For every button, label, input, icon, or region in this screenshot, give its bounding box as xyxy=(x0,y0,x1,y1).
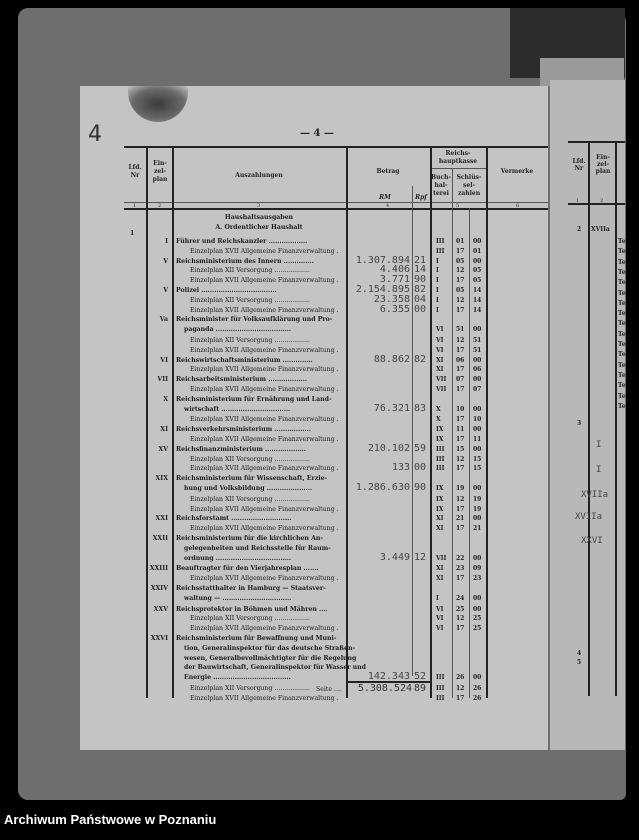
row-buchhalterei: IX xyxy=(436,426,444,434)
row-description: Einzelplan XII Versorgung .................. xyxy=(190,495,310,503)
header-reichshauptkasse: Reichs-hauptkasse xyxy=(438,150,478,165)
row-key-1: 26 xyxy=(456,674,465,682)
header-schluesselzahlen: Schlüs-sel-zahlen xyxy=(456,174,482,197)
row-buchhalterei: VII xyxy=(436,386,447,393)
row-key-1: 12 xyxy=(456,615,465,623)
row-description: wesen, Generalbevollmächtigter für die Regelung xyxy=(184,654,357,662)
row-description: Reichsministerium für Bewaffnung und Muni- xyxy=(176,635,337,642)
row-key-2: 06 xyxy=(473,366,482,374)
handwritten-page-mark: 4 xyxy=(88,122,102,147)
row-description: Reichsministerium für Ernährung und Land- xyxy=(176,395,332,403)
row-key-1: 07 xyxy=(456,376,465,384)
row-buchhalterei: XI xyxy=(436,515,444,523)
row-description: Einzelplan XVII Allgemeine Finanzverwaltung . xyxy=(190,386,339,393)
row-einzelplan: XXIV xyxy=(150,585,168,592)
row-key-2: 00 xyxy=(473,445,482,453)
row-einzelplan: V xyxy=(163,287,168,294)
next-page-plan: XVIIa xyxy=(581,490,609,500)
colnum-rule xyxy=(124,202,548,203)
row-key-2: 14 xyxy=(473,306,482,314)
header-betrag: Betrag xyxy=(376,168,400,175)
row-key-1: 21 xyxy=(456,515,465,523)
row-description: Einzelplan XVII Allgemeine Finanzverwaltung . xyxy=(190,366,339,374)
next-page-text-fragment: Te xyxy=(618,392,626,400)
row-amount-rm: 6.355 xyxy=(379,303,410,315)
row-key-2: 19 xyxy=(473,495,482,503)
row-buchhalterei: III xyxy=(436,694,445,702)
row-einzelplan: XXII xyxy=(152,535,168,542)
row-buchhalterei: I xyxy=(436,257,439,265)
row-einzelplan: V xyxy=(163,257,168,265)
row-description: Einzelplan XVII Allgemeine Finanzverwaltung . xyxy=(190,346,339,354)
row-description: Reichsministerium für Wissenschaft, Erzie- xyxy=(176,475,328,483)
next-page-text-fragment: Te xyxy=(618,258,626,266)
row-amount-rpf: 83 xyxy=(414,402,427,414)
row-description: wirtschaft ................................ xyxy=(184,405,291,413)
row-einzelplan: XI xyxy=(160,426,168,434)
row-einzelplan: XXI xyxy=(155,515,168,523)
row-amount-rpf: 12 xyxy=(414,551,427,563)
next-page-text-fragment: Te xyxy=(618,238,626,245)
row-amount-rm: 1.286.630 xyxy=(355,482,410,493)
row-key-1: 10 xyxy=(456,405,465,413)
row-description: Reichsforstamt ............................ xyxy=(176,515,292,523)
next-page-text-fragment: Te xyxy=(618,351,626,359)
row-description: Reichsministerium des Innern .............. xyxy=(176,257,314,265)
row-key-1: 51 xyxy=(456,326,465,334)
next-page-text-fragment: Te xyxy=(618,371,626,379)
row-description: Einzelplan XVII Allgemeine Finanzverwaltung . xyxy=(190,306,339,314)
header-rm: RM xyxy=(379,194,391,201)
row-key-2: 00 xyxy=(473,426,482,434)
column-number: 4 xyxy=(386,203,390,209)
row-buchhalterei: X xyxy=(436,405,441,413)
row-amount-rpf: 00 xyxy=(414,462,427,474)
row-key-1: 17 xyxy=(456,277,465,285)
row-key-1: 19 xyxy=(456,485,465,492)
total-label: Seite .... xyxy=(316,686,342,693)
row-amount-rpf: 90 xyxy=(414,274,427,286)
lfd-nr: 1 xyxy=(130,230,135,237)
row-description: Reichsminister für Volksaufklärung und Pro- xyxy=(176,316,333,324)
row-description: gelegenheiten und Reichsstelle für Raum- xyxy=(184,544,331,552)
row-buchhalterei: I xyxy=(436,306,439,314)
row-key-1: 17 xyxy=(456,465,465,473)
row-description: Einzelplan XVII Allgemeine Finanzverwaltung . xyxy=(190,625,339,633)
row-buchhalterei: I xyxy=(436,594,439,602)
row-buchhalterei: VII xyxy=(436,554,447,562)
next-page-plan: XVIIa xyxy=(575,512,603,522)
row-key-1: 17 xyxy=(456,436,465,443)
row-key-1: 12 xyxy=(456,455,465,463)
row-key-1: 17 xyxy=(456,386,465,393)
next-page-header-lfd: Lfd. Nr xyxy=(572,158,586,172)
row-key-2: 23 xyxy=(473,575,482,583)
row-buchhalterei: III xyxy=(436,685,445,692)
row-buchhalterei: IX xyxy=(436,495,444,503)
col3-divider xyxy=(346,146,348,698)
row-key-1: 24 xyxy=(456,594,465,602)
row-description: Einzelplan XII Versorgung .................. xyxy=(190,337,310,344)
row-key-1: 17 xyxy=(456,346,465,354)
row-einzelplan: I xyxy=(165,238,168,245)
row-description: Reichsfinanzministerium ................... xyxy=(176,445,306,453)
next-page-text-fragment: Te xyxy=(618,330,626,338)
next-page-text-fragment: Te xyxy=(618,279,626,287)
row-key-1: 05 xyxy=(456,287,465,294)
row-key-2: 11 xyxy=(473,436,482,443)
row-buchhalterei: VI xyxy=(436,625,444,633)
row-key-2: 15 xyxy=(473,455,482,463)
row-key-2: 26 xyxy=(473,685,482,692)
reichshauptkasse-rule xyxy=(430,168,486,169)
column-number: 3 xyxy=(257,203,261,209)
row-amount-rm: 142.343 xyxy=(367,671,410,683)
row-amount-rm: 88.862 xyxy=(373,353,410,365)
row-key-1: 17 xyxy=(456,247,465,255)
row-key-1: 12 xyxy=(456,296,465,304)
row-buchhalterei: XI xyxy=(436,366,444,374)
row-key-2: 25 xyxy=(473,625,482,633)
next-page-lfd: 5 xyxy=(577,659,582,666)
row-key-2: 00 xyxy=(473,376,482,384)
row-description: Reichsarbeitsministerium .................. xyxy=(176,376,308,384)
row-description: waltung — ................................ xyxy=(184,594,292,602)
row-key-1: 12 xyxy=(456,495,465,503)
row-buchhalterei: VII xyxy=(436,376,447,384)
next-page-text-fragment: Te xyxy=(618,361,626,369)
row-amount-rpf: 52 xyxy=(414,671,427,683)
next-page-plan: I xyxy=(596,440,602,450)
row-key-1: 12 xyxy=(456,337,465,344)
row-buchhalterei: VI xyxy=(436,605,444,613)
header-lfd-nr: Lfd. Nr xyxy=(128,164,142,179)
column-number: 6 xyxy=(516,203,520,209)
page-number: — 4 — xyxy=(300,128,334,139)
row-buchhalterei: III xyxy=(436,455,445,463)
row-key-1: 17 xyxy=(456,575,465,583)
row-key-1: 05 xyxy=(456,257,465,265)
row-description: Einzelplan XVII Allgemeine Finanzverwaltung . xyxy=(190,694,339,702)
row-amount-rm: 4.406 xyxy=(379,264,410,276)
row-description: Einzelplan XVII Allgemeine Finanzverwaltung . xyxy=(190,247,339,255)
row-description: Einzelplan XVII Allgemeine Finanzverwaltung . xyxy=(190,525,339,533)
next-page-text-fragment: Te xyxy=(618,310,626,318)
row-description: Einzelplan XVII Allgemeine Finanzverwaltung . xyxy=(190,575,339,583)
row-buchhalterei: VI xyxy=(436,615,444,623)
row-key-1: 17 xyxy=(456,525,465,533)
row-einzelplan: Va xyxy=(159,316,168,324)
total-amount-rm: 5.308.524 xyxy=(357,683,412,694)
row-einzelplan: XV xyxy=(158,445,168,453)
row-amount-rm: 133 xyxy=(391,462,410,474)
row-description: tion, Generalinspektor für das deutsche Straßen- xyxy=(184,644,356,652)
next-page-plan: I xyxy=(596,465,602,475)
next-page-text-fragment: Te xyxy=(618,268,626,276)
row-buchhalterei: III xyxy=(436,247,445,255)
next-page-header-einzelplan: Ein-zel-plan xyxy=(595,154,611,175)
next-page-text-fragment: Te xyxy=(618,248,626,256)
row-key-1: 17 xyxy=(456,416,465,424)
row-key-2: 00 xyxy=(473,238,482,245)
row-key-1: 25 xyxy=(456,605,465,613)
header-rpf: Rpf xyxy=(415,194,427,201)
section-subtitle: A. Ordentlicher Haushalt xyxy=(215,224,303,231)
next-page-col2-divider xyxy=(615,141,617,696)
row-buchhalterei: III xyxy=(436,674,445,682)
next-page-text-fragment: Te xyxy=(618,320,626,328)
row-key-2: 19 xyxy=(473,505,482,513)
row-key-1: 12 xyxy=(456,267,465,275)
row-key-2: 00 xyxy=(473,594,482,602)
row-key-2: 21 xyxy=(473,525,482,533)
row-buchhalterei: X xyxy=(436,416,441,424)
row-buchhalterei: XI xyxy=(436,525,444,533)
row-buchhalterei: I xyxy=(436,267,439,275)
row-key-2: 00 xyxy=(473,554,482,562)
next-page-text-fragment: Te xyxy=(618,299,626,307)
row-description: Einzelplan XVII Allgemeine Finanzverwaltung . xyxy=(190,416,339,424)
header-bottom-rule xyxy=(124,208,548,210)
row-key-2: 00 xyxy=(473,485,482,492)
header-buchhalterei: Buch-hal-terei xyxy=(431,174,451,197)
row-amount-rm: 2.154.895 xyxy=(355,284,410,295)
row-description: Reichsministerium für die kirchlichen An- xyxy=(176,535,323,542)
row-key-1: 15 xyxy=(456,445,465,453)
row-key-2: 14 xyxy=(473,296,482,304)
row-key-1: 12 xyxy=(456,685,465,692)
row-key-2: 15 xyxy=(473,465,482,473)
total-amount-rpf: 89 xyxy=(414,683,427,694)
next-page-lfd: 4 xyxy=(577,650,582,657)
row-buchhalterei: IX xyxy=(436,505,444,513)
row-einzelplan: XIX xyxy=(155,475,168,483)
key-divider xyxy=(469,208,470,698)
row-key-1: 17 xyxy=(456,366,465,374)
archive-watermark: Archiwum Państwowe w Poznaniu xyxy=(4,812,217,827)
row-buchhalterei: I xyxy=(436,296,439,304)
row-buchhalterei: I xyxy=(436,277,439,285)
column-number: 5 xyxy=(456,203,460,209)
row-key-2: 01 xyxy=(473,247,482,255)
row-buchhalterei: III xyxy=(436,465,445,473)
row-buchhalterei: VI xyxy=(436,337,444,344)
row-buchhalterei: VI xyxy=(436,326,444,334)
row-description: der Bauwirtschaft, Generalinspektor für Wasser und xyxy=(184,664,366,672)
next-page-plan: XVIIa xyxy=(591,226,610,233)
row-key-1: 23 xyxy=(456,565,465,573)
row-description: Einzelplan XII Versorgung .................. xyxy=(190,296,310,304)
row-einzelplan: XXIII xyxy=(149,565,168,573)
row-key-2: 00 xyxy=(473,257,482,265)
row-amount-rpf: 14 xyxy=(414,264,427,276)
next-page-text-fragment: Te xyxy=(618,341,626,348)
header-einzelplan: Ein-zel-plan xyxy=(152,160,168,183)
row-key-2: 05 xyxy=(473,277,482,285)
row-key-2: 51 xyxy=(473,337,482,344)
row-description: Reichsstatthalter in Hamburg — Staatsver- xyxy=(176,585,326,592)
row-key-1: 01 xyxy=(456,238,465,245)
row-description: Einzelplan XII Versorgung .................. xyxy=(190,267,310,275)
row-key-2: 00 xyxy=(473,405,482,413)
next-page-col1-divider xyxy=(588,141,590,696)
row-description: Einzelplan XVII Allgemeine Finanzverwaltung . xyxy=(190,436,339,443)
row-description: Führer und Reichskanzler .................. xyxy=(176,238,308,245)
column-number: 2 xyxy=(158,203,162,209)
row-description: ordnung ................................... xyxy=(184,554,292,562)
section-title: Haushaltsausgaben xyxy=(224,214,294,221)
header-vermerke: Vermerke xyxy=(500,168,534,175)
row-amount-rm: 210.102 xyxy=(367,442,410,454)
row-amount-rm: 3.771 xyxy=(379,274,410,286)
next-page-lfd: 2 xyxy=(577,226,582,233)
row-einzelplan: XXVI xyxy=(150,635,168,642)
row-amount-rm: 23.358 xyxy=(373,293,410,305)
row-key-2: 00 xyxy=(473,515,482,523)
row-key-2: 09 xyxy=(473,565,482,573)
row-description: Einzelplan XVII Allgemeine Finanzverwaltung . xyxy=(190,465,339,473)
row-key-1: 17 xyxy=(456,625,465,633)
row-key-2: 00 xyxy=(473,356,482,364)
row-amount-rpf: 21 xyxy=(414,254,427,266)
header-auszahlungen: Auszahlungen xyxy=(235,172,283,179)
row-key-2: 05 xyxy=(473,267,482,275)
row-description: Einzelplan XVII Allgemeine Finanzverwaltung . xyxy=(190,277,339,285)
row-key-2: 14 xyxy=(473,287,482,294)
row-description: paganda ................................... xyxy=(184,326,292,334)
row-description: Einzelplan XII Versorgung .................. xyxy=(190,685,310,692)
table-top-rule xyxy=(124,146,548,148)
row-description: Einzelplan XII Versorgung .................. xyxy=(190,455,310,463)
next-page-colnum: 1 xyxy=(576,198,580,204)
row-amount-rm: 3.449 xyxy=(379,551,410,563)
column-number: 1 xyxy=(133,203,137,209)
row-buchhalterei: III xyxy=(436,445,445,453)
row-key-2: 00 xyxy=(473,605,482,613)
row-key-1: 11 xyxy=(456,426,465,434)
row-einzelplan: VII xyxy=(157,376,168,384)
next-page-text-fragment: Te xyxy=(618,402,626,410)
next-page-text-fragment: Te xyxy=(618,289,626,297)
row-amount-rpf: 59 xyxy=(414,442,427,454)
row-buchhalterei: IX xyxy=(436,436,444,443)
row-key-1: 17 xyxy=(456,694,465,702)
row-einzelplan: VI xyxy=(160,356,168,364)
col4-divider xyxy=(430,146,432,698)
row-amount-rm: 76.321 xyxy=(373,402,410,414)
next-page-text-fragment: Te xyxy=(618,382,626,390)
row-key-1: 06 xyxy=(456,356,465,364)
col5-divider xyxy=(486,146,488,698)
row-buchhalterei: XI xyxy=(436,565,444,573)
row-description: Einzelplan XII Versorgung .................. xyxy=(190,615,310,623)
row-key-2: 26 xyxy=(473,694,482,702)
row-buchhalterei: I xyxy=(436,287,439,294)
row-key-2: 25 xyxy=(473,615,482,623)
row-einzelplan: XXV xyxy=(153,605,168,613)
row-buchhalterei: IX xyxy=(436,485,444,492)
row-buchhalterei: XI xyxy=(436,356,444,364)
row-buchhalterei: XI xyxy=(436,575,444,583)
row-buchhalterei: III xyxy=(436,238,445,245)
row-description: Reichsverkehrsministerium ................. xyxy=(176,426,311,434)
row-amount-rpf: 90 xyxy=(414,482,427,493)
row-key-1: 22 xyxy=(456,554,465,562)
row-description: hung und Volksbildung ..................... xyxy=(184,485,313,492)
row-description: Reichswirtschaftsministerium .............. xyxy=(176,356,313,364)
row-amount-rpf: 82 xyxy=(414,284,427,295)
row-description: Reichsprotektor in Böhmen und Mähren .... xyxy=(176,605,328,613)
row-description: Polizei ................................... xyxy=(176,287,277,294)
row-key-2: 07 xyxy=(473,386,482,393)
row-description: Beauftragter für den Vierjahresplan ....... xyxy=(176,565,319,573)
row-amount-rpf: 00 xyxy=(414,303,427,315)
row-description: Einzelplan XVII Allgemeine Finanzverwaltung . xyxy=(190,505,339,513)
row-description: Energie .................................... xyxy=(184,674,291,682)
row-amount-rm: 1.307.894 xyxy=(355,254,410,266)
row-key-2: 51 xyxy=(473,346,482,354)
row-key-1: 17 xyxy=(456,306,465,314)
row-key-2: 10 xyxy=(473,416,482,424)
bh-divider xyxy=(452,168,453,698)
rpf-divider xyxy=(412,186,413,676)
row-amount-rpf: 04 xyxy=(414,293,427,305)
row-amount-rpf: 82 xyxy=(414,353,427,365)
row-key-2: 00 xyxy=(473,674,482,682)
next-page-plan: XXVI xyxy=(581,536,603,546)
row-einzelplan: X xyxy=(163,395,168,403)
row-key-1: 17 xyxy=(456,505,465,513)
row-key-2: 00 xyxy=(473,326,482,334)
next-page-colnum: 2 xyxy=(600,198,604,204)
next-page-lfd: 3 xyxy=(577,420,582,427)
row-buchhalterei: VI xyxy=(436,346,444,354)
col1-divider xyxy=(146,146,148,698)
